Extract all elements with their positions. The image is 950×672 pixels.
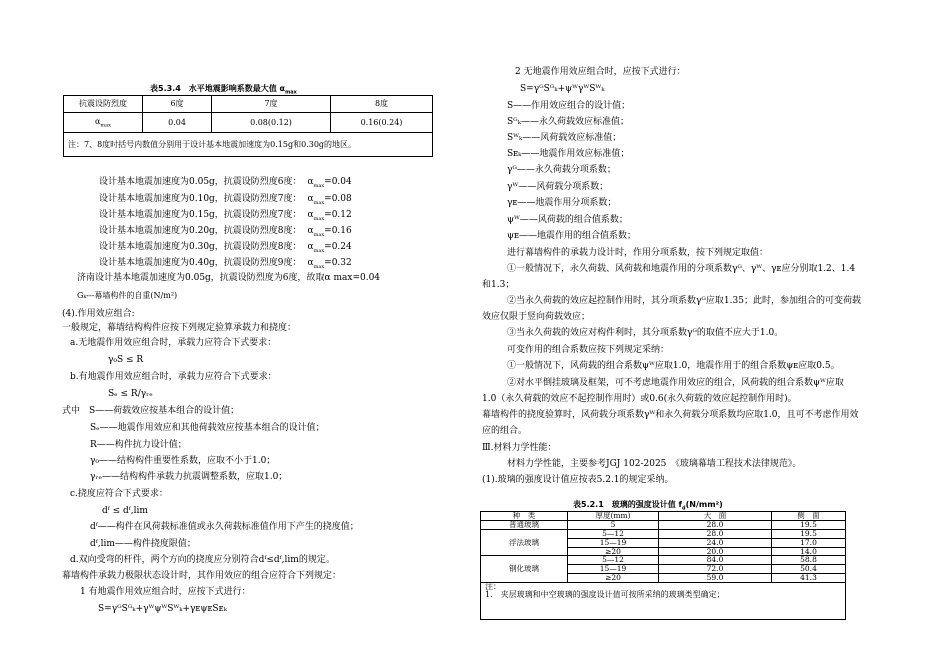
paragraph: 和1.3； <box>482 280 515 290</box>
seismic-coefficient-table <box>63 95 433 157</box>
design-acceleration-line: 设计基本地震加速度为0.40g，抗震设防烈度9度： $\alpha_{max}=0.32$ <box>99 258 352 270</box>
paragraph: c.挠度应符合下式要求： <box>70 489 168 499</box>
paragraph: ②对水平倒挂玻璃及框架，可不考虑地震作用效应的组合，风荷载的组合系数ψᵂ应取 <box>507 378 844 388</box>
table-cell: 28.0 <box>659 520 772 529</box>
section-heading: (4).作用效应组合: <box>62 309 135 319</box>
section-heading: Ⅲ.材料力学性能： <box>482 443 557 453</box>
formula: γ₀S ≤ R <box>108 355 144 365</box>
design-acceleration-line: 设计基本地震加速度为0.30g，抗震设防烈度8度： $\alpha_{max}=0.24$ <box>99 242 352 254</box>
paragraph: 2 无地震作用效应组合时，应按下式进行： <box>515 67 686 77</box>
paragraph: γᵣₑ——结构构件承载力抗震调整系数，应取1.0； <box>90 472 288 482</box>
definition-item: γᴳ——永久荷载分项系数； <box>507 165 616 175</box>
paragraph: 应的组合。 <box>482 426 528 436</box>
glass-type-cell: 钢化玻璃 <box>481 556 568 583</box>
table2-caption: 表5.2.1 玻璃的强度设计值 $f_d(N/mm^2)$ <box>573 500 723 512</box>
paragraph: d.双向受弯的杆件，两个方向的挠度应分别符合dᶠ≤dᶠ,lim的规定。 <box>70 555 335 565</box>
design-acceleration-line: 设计基本地震加速度为0.05g，抗震设防烈度6度： $\alpha_{max}=0.04$ <box>99 177 352 189</box>
table-cell: $\alpha_{max}$ <box>64 113 143 133</box>
definition-item: ψᵂ——风荷载的组合值系数； <box>507 215 628 225</box>
formula: dᶠ ≤ dᶠ,lim <box>102 506 148 516</box>
table-cell: 0.16(0.24) <box>331 113 433 133</box>
definition-item: S——作用效应组合的设计值； <box>507 101 631 111</box>
table-cell: 19.5 <box>772 520 846 529</box>
paragraph: ②当永久荷载的效应起控制作用时，其分项系数γᴳ应取1.35；此时，参加组合的可变荷载 <box>507 296 861 306</box>
table-header-cell: 大 面 <box>659 512 772 521</box>
table-cell: 28.0 <box>659 529 772 538</box>
formula: S=γᴳSᴳₖ+γᵂψᵂSᵂₖ+γᴇψᴇSᴇₖ <box>98 604 227 614</box>
paragraph: Sₑ——地震作用效应和其他荷载效应按基本组合的设计值； <box>90 423 325 433</box>
paragraph: 进行幕墙构件的承载力设计时，作用分项系数，按下列规定取值： <box>507 248 769 258</box>
table-cell: ≥20 <box>568 547 659 556</box>
paragraph: 1.0（永久荷载的效应不起控制作用时）或0.6(永久荷载的效应起控制作用时)。 <box>482 394 797 404</box>
table-header-cell: 种 类 <box>481 512 568 521</box>
table-cell: 50.4 <box>772 565 846 574</box>
table-cell: 72.0 <box>659 565 772 574</box>
table1-caption: 表5.3.4 水平地震影响系数最大值 $\alpha_{max}$ <box>150 84 297 96</box>
paragraph: dᶠ,lim——构件挠度限值； <box>90 539 196 549</box>
definition-item: Sᵂₖ——风荷载效应标准值； <box>507 133 622 143</box>
table-cell: 0.04 <box>143 113 212 133</box>
table-cell: 84.0 <box>659 556 772 565</box>
table-cell: 14.0 <box>772 547 846 556</box>
paragraph: 效应仅限于竖向荷载效应； <box>482 312 591 322</box>
definition-item: ψᴇ——地震作用的组合值系数； <box>507 231 637 241</box>
table-note-row <box>481 583 846 620</box>
table-header-cell: 6度 <box>143 96 212 113</box>
paragraph: 幕墙构件的挠度验算时，风荷载分项系数γᵂ和永久荷载分项系数均应取1.0，且可不考虑作用效 <box>482 410 859 420</box>
paragraph: 幕墙构件承载力极限状态设计时，其作用效应的组合应符合下列规定： <box>62 571 342 581</box>
gk-definition: Gₖ---幕墙构件的自重(N/m²) <box>77 291 178 300</box>
glass-strength-table <box>480 511 846 620</box>
paragraph: γ₀——结构构件重要性系数，应取不小于1.0； <box>90 456 276 466</box>
table-cell: 20.0 <box>659 547 772 556</box>
glass-type-cell: 普通玻璃 <box>481 520 568 529</box>
table-header-cell: 7度 <box>212 96 331 113</box>
paragraph: b.有地震作用效应组合时，承载力应符合下式要求： <box>70 372 277 382</box>
design-acceleration-line: 设计基本地震加速度为0.20g，抗震设防烈度8度： $\alpha_{max}=0.16$ <box>99 226 352 238</box>
paragraph: dᶠ——构件在风荷载标准值或永久荷载标准值作用下产生的挠度值； <box>90 522 359 532</box>
definition-item: γᴇ——地震作用分项系数； <box>507 198 617 208</box>
table-cell: 24.0 <box>659 538 772 547</box>
paragraph: a.无地震作用效应组合时，承载力应符合下式要求： <box>70 338 277 348</box>
formula: S=γᴳSᴳₖ+ψᵂγᵂSᵂₖ <box>520 84 605 94</box>
definition-item: Sᴇₖ——地震作用效应标准值； <box>507 149 630 159</box>
table-header-row <box>64 96 433 113</box>
table-cell: 5—12 <box>568 529 659 538</box>
design-acceleration-line: 设计基本地震加速度为0.10g，抗震设防烈度7度： $\alpha_{max}=0.08$ <box>99 194 352 206</box>
table-note: 注：7、8度时括号内数值分别用于设计基本地震加速度为0.15g和0.30g的地区。 <box>64 133 433 157</box>
table-cell: 58.8 <box>772 556 846 565</box>
paragraph: ③当永久荷载的效应对构件利时，其分项系数γᴳ的取值不应大于1.0。 <box>507 328 784 338</box>
table-note-row <box>64 133 433 157</box>
table-cell: 41.3 <box>772 574 846 583</box>
table-cell: 15—19 <box>568 565 659 574</box>
paragraph: 一般规定，幕墙结构构件应按下列规定验算承载力和挠度： <box>62 323 297 333</box>
paragraph: ①一般情况下，永久荷载、风荷载和地震作用的分项系数γᴳ、γᵂ、γᴇ应分别取1.2、1.4 <box>507 264 856 274</box>
table-header-cell: 抗震设防烈度 <box>64 96 143 113</box>
table-header-cell: 厚度(mm) <box>568 512 659 521</box>
table-cell: ≥20 <box>568 574 659 583</box>
table-cell: 5 <box>568 520 659 529</box>
paragraph: 1 有地震作用效应组合时，应按下式进行： <box>80 587 251 597</box>
table-row <box>481 556 846 565</box>
formula: Sₑ ≤ R/γᵣₑ <box>108 389 153 399</box>
glass-type-cell: 浮法玻璃 <box>481 529 568 556</box>
paragraph: 材料力学性能，主要参考JGJ 102-2025 《玻璃幕墙工程技术法律规范》。 <box>507 459 802 469</box>
definition-item: Sᴳₖ——永久荷载效应标准值； <box>507 117 629 127</box>
table-row <box>481 520 846 529</box>
paragraph: R——构件抗力设计值； <box>90 440 187 450</box>
design-acceleration-line: 设计基本地震加速度为0.15g，抗震设防烈度7度： $\alpha_{max}=0.12$ <box>99 210 352 222</box>
paragraph: 式中 S——荷载效应按基本组合的设计值； <box>62 406 240 416</box>
paragraph: (1).玻璃的强度设计值应按表5.2.1的规定采纳。 <box>482 475 674 485</box>
definition-item: γᵂ——风荷载分项系数； <box>507 182 609 192</box>
table-header-cell: 侧 面 <box>772 512 846 521</box>
paragraph: ①一般情况下，风荷载的组合系数ψᵂ应取1.0，地震作用于的组合系数ψᴇ应取0.5。 <box>507 361 840 371</box>
jinan-line: 济南设计基本地震加速度为0.05g，抗震设防烈度为6度，故取α max=0.04 <box>77 273 381 283</box>
table-cell: 19.5 <box>772 529 846 538</box>
table-cell: 15—19 <box>568 538 659 547</box>
table-row <box>64 113 433 133</box>
table-cell: 59.0 <box>659 574 772 583</box>
table-cell: 17.0 <box>772 538 846 547</box>
table-row <box>481 529 846 538</box>
table-note: 注： 1. 夹层玻璃和中空玻璃的强度设计值可按所采纳的玻璃类型确定； <box>481 583 846 620</box>
paragraph: 可变作用的组合系数应按下列规定采纳： <box>507 345 670 355</box>
table-cell: 0.08(0.12) <box>212 113 331 133</box>
table-cell: 5—12 <box>568 556 659 565</box>
table-header-cell: 8度 <box>331 96 433 113</box>
